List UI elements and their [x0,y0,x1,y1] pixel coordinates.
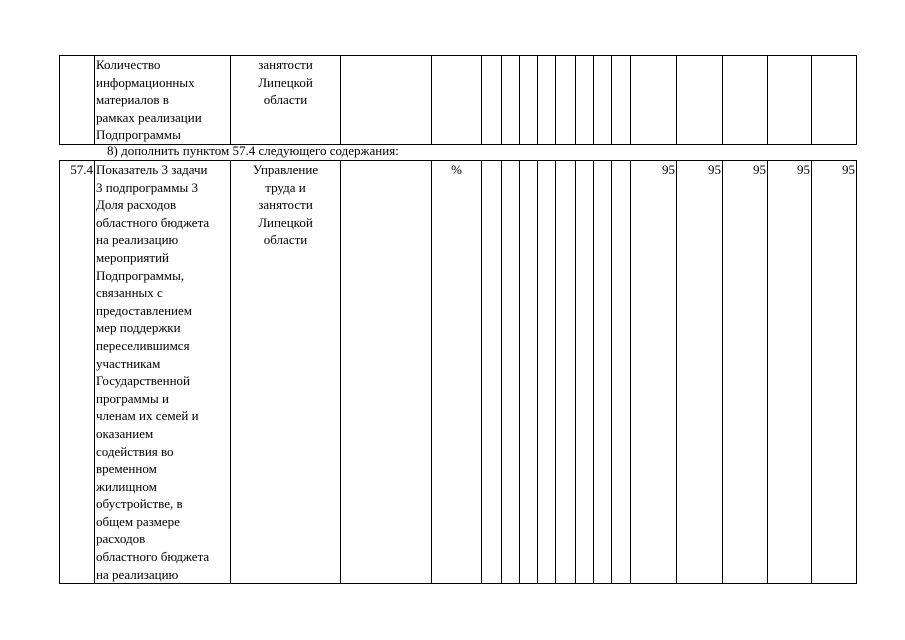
instruction-text: 8) дополнить пунктом 57.4 следующего содержания: [107,143,399,158]
value-cell [812,56,857,145]
empty-cell [341,161,432,584]
table-row-57-4 [59,160,857,584]
unit-cell [432,56,482,145]
empty-cell [612,161,631,584]
empty-cell [576,161,594,584]
empty-cell [502,56,520,145]
empty-cell [556,56,576,145]
indicator-cell: Количество информационных материалов в рамках реализации Подпрограммы [95,56,231,145]
table-continuation [59,55,857,145]
row-number-cell: 57.4 [60,161,95,584]
empty-cell [538,161,556,584]
empty-cell [556,161,576,584]
value-cell: 95 [723,161,768,584]
unit-cell: % [432,161,482,584]
empty-cell [482,161,502,584]
empty-cell [538,56,556,145]
row-number-cell [60,56,95,145]
empty-cell [482,56,502,145]
empty-cell [576,56,594,145]
value-cell: 95 [768,161,812,584]
empty-cell [520,56,538,145]
value-cell: 95 [631,161,677,584]
value-cell [768,56,812,145]
value-cell: 95 [812,161,857,584]
empty-cell [502,161,520,584]
value-cell [677,56,723,145]
empty-cell [594,56,612,145]
empty-cell [520,161,538,584]
value-cell [631,56,677,145]
empty-cell [341,56,432,145]
executor-cell: Управление труда и занятости Липецкой области [231,161,341,584]
value-cell [723,56,768,145]
table-row [60,56,857,145]
empty-cell [612,56,631,145]
value-cell: 95 [677,161,723,584]
executor-cell: занятости Липецкой области [231,56,341,145]
empty-cell [594,161,612,584]
indicator-cell: Показатель 3 задачи 3 подпрограммы 3 Доля расходов областного бюджета на реализацию мероприятий Подпрограммы, связанных с предоставлением мер поддержки переселившимся участникам Государственной программы и членам их семей и оказанием содействия во временном жилищном обустройстве, в общем размере расходов областного бюджета на реализацию [95,161,231,584]
table-row [60,161,857,584]
